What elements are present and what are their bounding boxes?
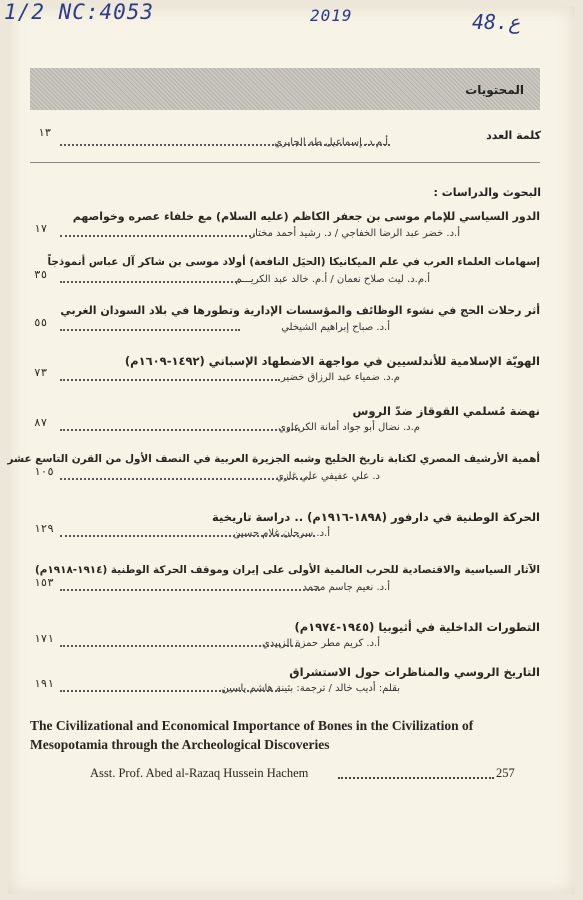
entry-author: أ.د. خضر عبد الرضا الخفاجي / د. رشيد أحمد مختار <box>250 228 460 239</box>
entry-title: الآثار السياسية والاقتصادية للحرب العالمية الأولى على إيران وموقف الحركة الوطنية (١٩١٤-١٩١٨م) <box>35 564 540 576</box>
english-article-author: Asst. Prof. Abed al-Razaq Hussein Hachem <box>90 766 309 780</box>
entry-author: م.د. ضمياء عبد الرزاق خضير <box>280 372 400 383</box>
entry-page-number: ١٧١ <box>34 632 54 645</box>
entry-author: د. علي عفيفي علي غازي <box>276 471 380 482</box>
english-article-title: The Civilizational and Economical Importance of Bones in the Civilization of Mesopotamia through the Archeological Discoveries <box>30 718 474 752</box>
entry-author: أ.د. سرحان غلام حسين <box>233 528 330 539</box>
leader-dots <box>60 690 280 692</box>
entry-page-number: ١٥٣ <box>34 576 54 589</box>
entry-page-number: ٥٥ <box>34 316 48 329</box>
entry-page-number: ٧٣ <box>34 366 48 379</box>
divider <box>30 162 540 163</box>
entry-author: أ.د. كريم مطر حمزة الزبيدي <box>261 638 380 649</box>
contents-title: المحتويات <box>465 83 524 97</box>
handwritten-catalog-number: 1/2 NC:4053 <box>4 0 155 24</box>
entry-title: أهمية الأرشيف المصري لكتابة تاريخ الخليج وشبه الجزيرة العربية في النصف الأول من القرن التاسع عشر <box>7 453 540 465</box>
entry-author: بقلم: أديب خالد / ترجمة: بثينة هاشم ياسين <box>221 683 400 694</box>
handwritten-year: 2019 <box>310 6 353 25</box>
entry-page-number: ٣٥ <box>34 268 48 281</box>
leader-dots <box>60 235 255 237</box>
leader-dots <box>338 777 494 779</box>
editorial-author: أ.م.د. إسماعيل طه الجابري <box>274 137 388 148</box>
handwritten-issue-mark: 48.ع <box>472 10 521 34</box>
entry-author: أ.م.د. ليث صلاح نعمان / أ.م. خالد عبد الكريـــم <box>235 274 430 285</box>
entry-page-number: ١٧ <box>34 222 48 235</box>
entry-title: الدور السياسي للإمام موسى بن جعفر الكاظم (عليه السلام) مع خلفاء عصره وخواصهم <box>72 210 540 223</box>
leader-dots <box>60 589 320 591</box>
entry-page-number: ١٢٩ <box>34 522 54 535</box>
leader-dots <box>60 478 310 480</box>
entry-author: أ.د. صباح إبراهيم الشيخلي <box>281 322 390 333</box>
entry-author: أ.د. نعيم جاسم محمد <box>302 582 390 593</box>
entry-title: التاريخ الروسي والمناظرات حول الاستشراق <box>289 665 540 679</box>
entry-title: نهضة مُسلمي القوقاز ضدّ الروس <box>352 404 540 418</box>
leader-dots <box>60 329 240 331</box>
leader-dots <box>60 281 240 283</box>
entry-title: إسهامات العلماء العرب في علم الميكانيكا (الحيَل النافعة) أولاد موسى بن شاكر آل عباس أنموذجاً <box>47 256 540 268</box>
editorial-label: كلمة العدد <box>486 129 541 142</box>
english-article-page: 257 <box>496 766 515 780</box>
entry-author: م.د. نضال أبو جواد أمانة الكرعاوي <box>278 422 420 433</box>
entry-page-number: ٨٧ <box>34 416 48 429</box>
leader-dots <box>60 379 280 381</box>
section-label: البحوث والدراسات : <box>433 186 541 199</box>
entry-page-number: ١٩١ <box>34 677 54 690</box>
entry-title: التطورات الداخلية في أثيوبيا (١٩٤٥-١٩٧٤م) <box>294 620 540 634</box>
entry-title: الهويّة الإسلامية للأندلسيين في مواجهة الاضطهاد الإسباني (١٤٩٢-١٦٠٩م) <box>124 354 540 368</box>
entry-title: أثر رحلات الحج في نشوء الوظائف والمؤسسات الإدارية وتطورها في بلاد السودان الغربي <box>60 304 540 317</box>
leader-dots <box>60 645 300 647</box>
contents-header-bar <box>30 68 540 110</box>
leader-dots <box>60 429 300 431</box>
leader-dots <box>60 535 315 537</box>
entry-page-number: ١٠٥ <box>34 465 54 478</box>
entry-title: الحركة الوطنية في دارفور (١٨٩٨-١٩١٦م) .. دراسة تاريخية <box>212 510 540 524</box>
editorial-page: ١٣ <box>38 126 52 139</box>
leader-dots <box>60 144 390 146</box>
